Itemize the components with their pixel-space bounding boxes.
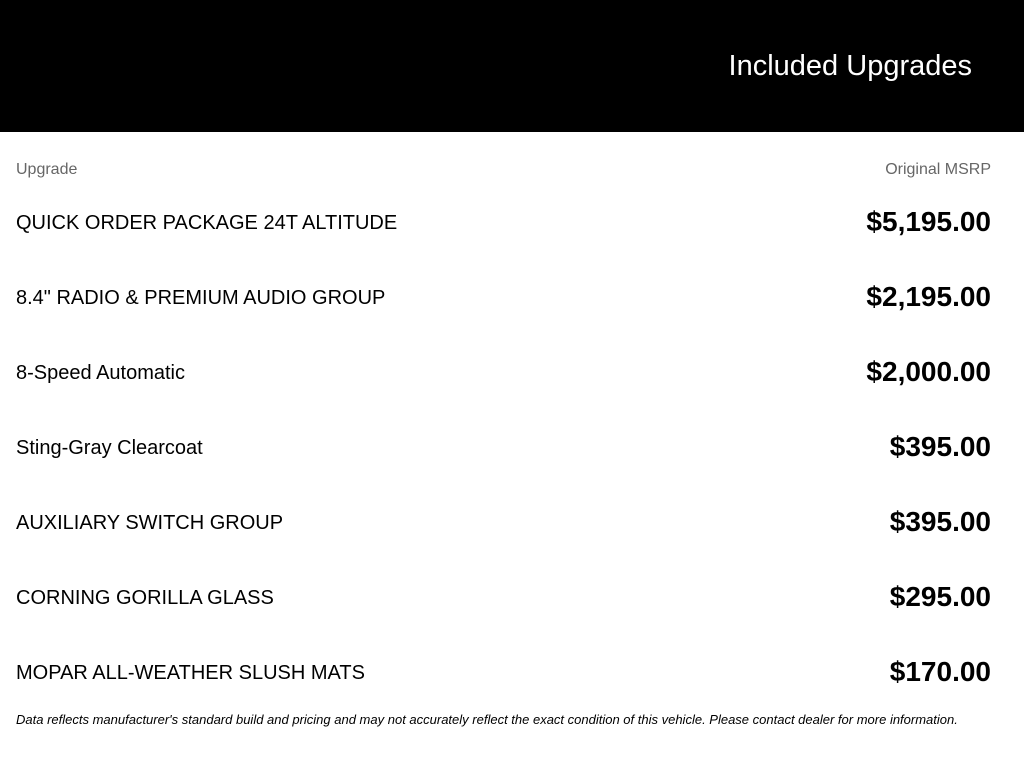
- upgrade-price: $2,000.00: [866, 356, 991, 387]
- upgrade-price: $395.00: [889, 431, 991, 462]
- upgrade-name: AUXILIARY SWITCH GROUP: [16, 512, 284, 534]
- upgrade-row: [16, 335, 991, 410]
- column-header-original-msrp: Original MSRP: [885, 161, 991, 178]
- upgrade-price: $2,195.00: [866, 281, 991, 312]
- upgrade-price: $170.00: [889, 656, 991, 687]
- upgrade-name: CORNING GORILLA GLASS: [16, 587, 274, 609]
- upgrade-name: 8.4" RADIO & PREMIUM AUDIO GROUP: [16, 287, 386, 309]
- disclaimer-text: Data reflects manufacturer's standard build and pricing and may not accurately reflect the exact condition of this vehicle. Please contact dealer for more information.: [16, 712, 958, 727]
- upgrade-row: [16, 635, 991, 710]
- column-header-upgrade: Upgrade: [16, 161, 78, 178]
- header-bar: [0, 0, 1024, 132]
- page-title: Included Upgrades: [728, 50, 972, 82]
- upgrades-list: [16, 185, 991, 710]
- upgrade-row: [16, 560, 991, 635]
- upgrade-name: Sting-Gray Clearcoat: [16, 437, 203, 459]
- upgrade-row: [16, 410, 991, 485]
- upgrade-name: QUICK ORDER PACKAGE 24T ALTITUDE: [16, 212, 398, 234]
- upgrade-row: [16, 485, 991, 560]
- upgrade-price: $395.00: [889, 506, 991, 537]
- upgrade-name: 8-Speed Automatic: [16, 362, 185, 384]
- upgrade-price: $5,195.00: [866, 206, 991, 237]
- upgrade-row: [16, 185, 991, 260]
- column-headers: [16, 160, 991, 180]
- upgrade-price: $295.00: [889, 581, 991, 612]
- upgrade-row: [16, 260, 991, 335]
- upgrade-name: MOPAR ALL-WEATHER SLUSH MATS: [16, 662, 365, 684]
